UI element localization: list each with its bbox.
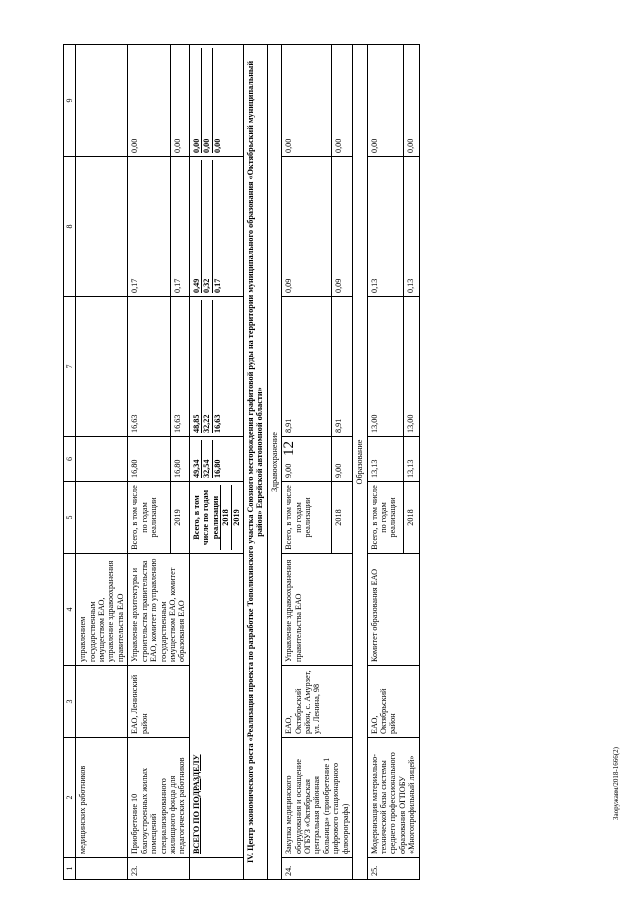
total-c8: 0,49 0,32 0,17 — [189, 157, 243, 297]
row-exec: Управление здравоохранения правительства ЕАО — [282, 554, 353, 666]
row-c6: 16,80 — [128, 437, 171, 482]
hdr-1: 1 — [64, 858, 76, 880]
table-row — [367, 45, 403, 880]
subsection-edu: Образование — [353, 45, 367, 880]
row-place: ЕАО, Октябрьский район — [367, 666, 419, 738]
row-c9: 0,00 — [171, 45, 190, 157]
hdr-6: 6 — [64, 437, 76, 482]
subsection-health: Здравоохранение — [267, 45, 281, 880]
program-table — [63, 44, 420, 880]
row-name: Модернизация материально-технической базы системы среднего профессионального образования ОГПОБУ «Многопрофильный лицей» — [367, 738, 419, 858]
row-c6: 16,80 — [171, 437, 190, 482]
row-c6: 9,00 — [282, 437, 331, 482]
total-row — [189, 45, 243, 880]
row-total-label: Всего, в том числе по годам реализации — [367, 482, 403, 554]
total-c9: 0,00 0,00 0,00 — [189, 45, 243, 157]
row-num: 23. — [128, 858, 190, 880]
cont-exec: управлением государственным имуществом ЕАО, управление здравоохранения правительства ЕАО — [76, 554, 128, 666]
total-label: ВСЕГО ПО ПОДРАЗДЕЛУ — [189, 554, 243, 858]
row-c7: 8,91 — [331, 297, 352, 437]
row-num: 25. — [367, 858, 419, 880]
total-c7: 48,85 32,22 16,63 — [189, 297, 243, 437]
row-place: ЕАО, Ленинский район — [128, 666, 190, 738]
cont-name: медицинских работников — [76, 738, 128, 858]
table-row — [76, 45, 128, 880]
total-c5-label: Всего, в том числе по годам реализации — [191, 489, 220, 546]
row-c8: 0,17 — [128, 157, 171, 297]
row-place: ЕАО, Октябрьский район, с. Амурзет, ул. Ленина, 98 — [282, 666, 353, 738]
row-c9: 0,00 — [331, 45, 352, 157]
row-exec: Управление архитектуры и строительства правительства ЕАО, комитет по управлению государственным имуществом ЕАО, комитет образования ЕАО — [128, 554, 190, 666]
row-c7: 8,91 — [282, 297, 331, 437]
table-row — [282, 45, 331, 880]
total-y2: 2019 — [231, 485, 241, 550]
subsection-row — [267, 45, 281, 880]
row-c6: 13,13 — [403, 437, 419, 482]
hdr-7: 7 — [64, 297, 76, 437]
row-year: 2018 — [331, 482, 352, 554]
total-c6: 49,34 32,54 16,80 — [189, 437, 243, 482]
row-name: Закупка медицинского оборудования и оснащение ОГБУЗ «Октябрьская центральная районная больница» (приобретение 1 цифрового стационарного флюорографа) — [282, 738, 353, 858]
row-c7: 16,63 — [171, 297, 190, 437]
section-row — [243, 45, 267, 880]
row-c8: 0,13 — [367, 157, 403, 297]
page-number: 12 — [280, 441, 297, 456]
hdr-9: 9 — [64, 45, 76, 157]
row-c9: 0,00 — [403, 45, 419, 157]
row-c7: 13,00 — [403, 297, 419, 437]
row-num: 24. — [282, 858, 353, 880]
row-c8: 0,09 — [331, 157, 352, 297]
row-c9: 0,00 — [128, 45, 171, 157]
row-c6: 9,00 — [331, 437, 352, 482]
total-y1: 2018 — [220, 485, 230, 550]
row-year: 2019 — [171, 482, 190, 554]
row-year: 2018 — [403, 482, 419, 554]
rotated-table-container — [63, 45, 613, 880]
row-c7: 16,63 — [128, 297, 171, 437]
hdr-5: 5 — [64, 482, 76, 554]
row-name: Приобретение 10 благоустроенных жилых помещений специализированного жилищного фонда для педагогических работников — [128, 738, 190, 858]
row-c7: 13,00 — [367, 297, 403, 437]
row-total-label: Всего, в том числе по годам реализации — [128, 482, 171, 554]
row-total-label: Всего, в том числе по годам реализации — [282, 482, 331, 554]
table-row — [128, 45, 171, 880]
hdr-3: 3 — [64, 666, 76, 738]
row-c9: 0,00 — [367, 45, 403, 157]
row-exec: Комитет образования ЕАО — [367, 554, 419, 666]
footer-code: Заоружавм/2018-1666(2) — [612, 747, 620, 820]
subsection-row — [353, 45, 367, 880]
hdr-8: 8 — [64, 157, 76, 297]
section-title: IV. Центр экономического роста «Реализация проекта по разработке Тополихинского участка Союзного месторождения графитовой руды на территории муниципального образования «Октябрьский муниципальный район» Еврейской автономной области» — [243, 45, 267, 880]
row-c9: 0,00 — [282, 45, 331, 157]
row-c6: 13,13 — [367, 437, 403, 482]
hdr-2: 2 — [64, 738, 76, 858]
row-c8: 0,13 — [403, 157, 419, 297]
hdr-4: 4 — [64, 554, 76, 666]
row-c8: 0,17 — [171, 157, 190, 297]
row-c8: 0,09 — [282, 157, 331, 297]
header-row — [64, 45, 76, 880]
total-c5 — [189, 482, 243, 554]
